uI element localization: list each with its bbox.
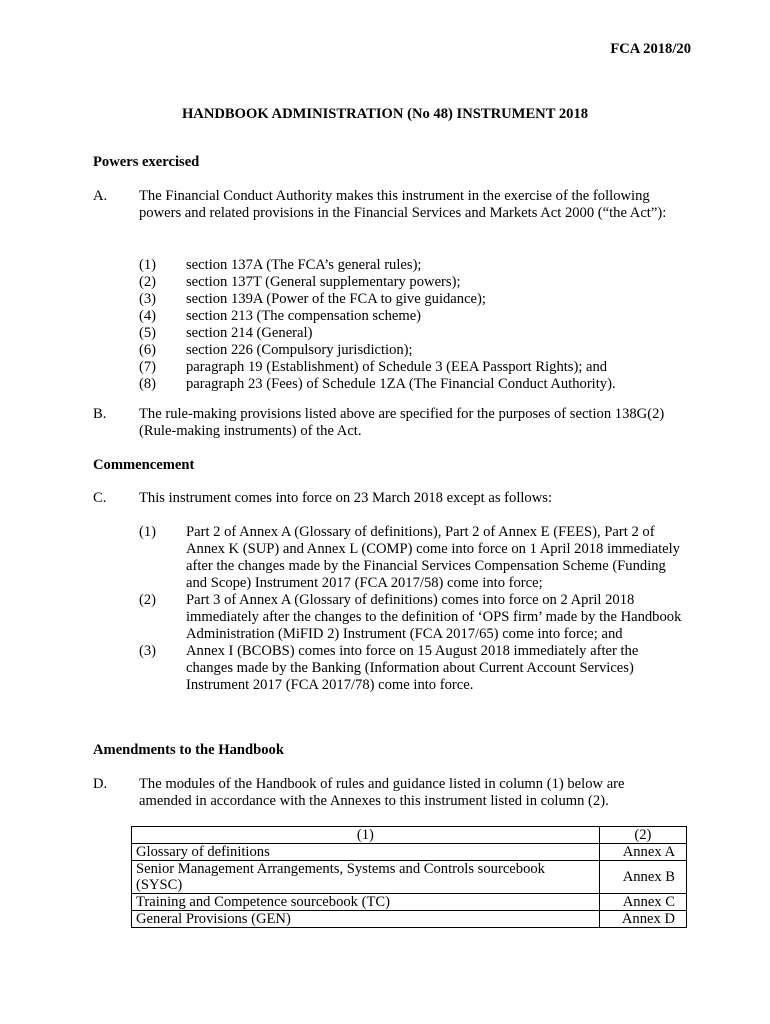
list-item bbox=[139, 592, 684, 643]
list-item bbox=[139, 291, 684, 308]
list-number: (7) bbox=[139, 359, 157, 375]
paragraph-letter: B. bbox=[93, 406, 107, 422]
list-text: section 137T (General supplementary powers); bbox=[186, 274, 461, 290]
table-row bbox=[132, 844, 687, 861]
list-item bbox=[139, 376, 684, 393]
list-item bbox=[139, 257, 684, 274]
list-item bbox=[139, 643, 684, 694]
table-row bbox=[132, 894, 687, 911]
annex-table bbox=[131, 826, 687, 928]
list-text: section 137A (The FCA’s general rules); bbox=[186, 257, 422, 273]
paragraph-text: The rule-making provisions listed above are specified for the purposes of section 138G(2) (Rule-making instruments) of the Act. bbox=[139, 406, 665, 439]
list-text: section 139A (Power of the FCA to give guidance); bbox=[186, 291, 486, 307]
list-text: section 213 (The compensation scheme) bbox=[186, 308, 422, 324]
table-row bbox=[132, 861, 687, 894]
table-cell-module: Glossary of definitions bbox=[132, 844, 600, 861]
list-number: (5) bbox=[139, 325, 157, 341]
paragraph-text: The modules of the Handbook of rules and guidance listed in column (1) below are amended in accordance with the Annexes to this instrument listed in column (2). bbox=[139, 776, 625, 809]
paragraph-text: This instrument comes into force on 23 March 2018 except as follows: bbox=[139, 490, 552, 506]
table-cell-module: Training and Competence sourcebook (TC) bbox=[132, 894, 600, 911]
heading-commencement: Commencement bbox=[93, 457, 195, 473]
list-item bbox=[139, 325, 684, 342]
list-item bbox=[139, 342, 684, 359]
list-text: section 214 (General) bbox=[186, 325, 313, 341]
list-text: section 226 (Compulsory jurisdiction); bbox=[186, 342, 413, 358]
table-cell-module: General Provisions (GEN) bbox=[132, 911, 600, 928]
list-number: (1) bbox=[139, 257, 157, 273]
table-cell-annex: Annex C bbox=[599, 894, 686, 911]
list-text: paragraph 23 (Fees) of Schedule 1ZA (The Financial Conduct Authority). bbox=[186, 376, 616, 392]
list-text: Part 3 of Annex A (Glossary of definitions) comes into force on 2 April 2018 immediately after the changes to the definition of ‘OPS firm’ made by the Handbook Administration (MiFID 2) Instrument (FCA 2017/65) come into force; and bbox=[186, 592, 682, 642]
powers-list bbox=[139, 257, 684, 393]
paragraph-letter: A. bbox=[93, 188, 108, 204]
list-item bbox=[139, 359, 684, 376]
list-number: (6) bbox=[139, 342, 157, 358]
list-number: (8) bbox=[139, 376, 157, 392]
paragraph-text: The Financial Conduct Authority makes this instrument in the exercise of the following powers and related provisions in the Financial Services and Markets Act 2000 (“the Act”): bbox=[139, 188, 667, 221]
paragraph-letter: C. bbox=[93, 490, 107, 506]
table-row bbox=[132, 911, 687, 928]
table-cell-annex: Annex A bbox=[599, 844, 686, 861]
heading-amendments: Amendments to the Handbook bbox=[93, 742, 284, 758]
list-item bbox=[139, 524, 684, 592]
document-title: HANDBOOK ADMINISTRATION (No 48) INSTRUMENT 2018 bbox=[181, 106, 589, 122]
table-cell-module: Senior Management Arrangements, Systems and Controls sourcebook (SYSC) bbox=[132, 861, 600, 894]
commencement-list bbox=[139, 524, 684, 694]
list-text: paragraph 19 (Establishment) of Schedule 3 (EEA Passport Rights); and bbox=[186, 359, 608, 375]
list-item bbox=[139, 308, 684, 325]
table-cell-annex: Annex B bbox=[599, 861, 686, 894]
paragraph-letter: D. bbox=[93, 776, 108, 792]
heading-powers-exercised: Powers exercised bbox=[93, 154, 200, 170]
list-text: Part 2 of Annex A (Glossary of definitions), Part 2 of Annex E (FEES), Part 2 of Annex K (SUP) and Annex L (COMP) come into force on 1 April 2018 immediately after the changes made by the Financial Services Compensation Scheme (Funding and Scope) Instrument 2017 (FCA 2017/58) come into force; bbox=[186, 524, 680, 591]
instrument-reference: FCA 2018/20 bbox=[610, 41, 691, 57]
table-header-cell: (1) bbox=[132, 827, 600, 844]
list-number: (1) bbox=[139, 524, 157, 540]
list-number: (3) bbox=[139, 291, 157, 307]
list-number: (2) bbox=[139, 592, 157, 608]
list-number: (2) bbox=[139, 274, 157, 290]
table-header-row bbox=[132, 827, 687, 844]
table-header-cell: (2) bbox=[599, 827, 686, 844]
list-item bbox=[139, 274, 684, 291]
list-text: Annex I (BCOBS) comes into force on 15 August 2018 immediately after the changes made by the Banking (Information about Current Account Services) Instrument 2017 (FCA 2017/78) come into force. bbox=[186, 643, 639, 693]
list-number: (4) bbox=[139, 308, 157, 324]
table-cell-annex: Annex D bbox=[599, 911, 686, 928]
list-number: (3) bbox=[139, 643, 157, 659]
